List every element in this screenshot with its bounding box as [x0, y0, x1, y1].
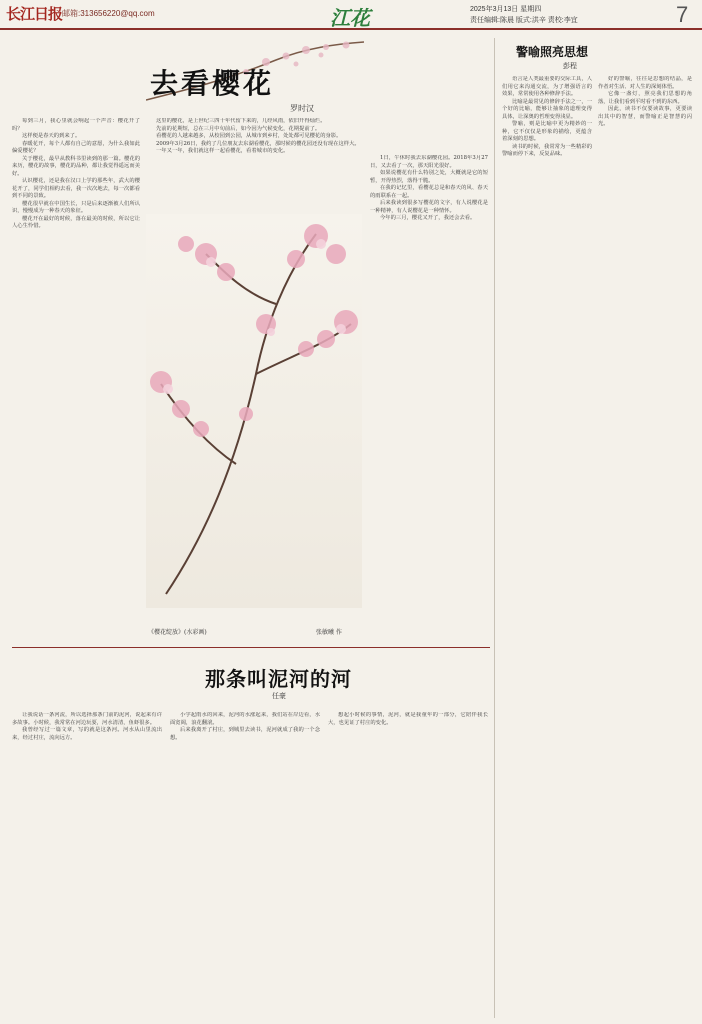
paragraph: 它像一盏灯，照亮我们思想的角落，让我们看到平时看不到的东西。: [598, 91, 692, 105]
masthead: 长江日报: [6, 5, 63, 23]
paragraph: 认识樱花，还是我在汉口上学的那些年，武大的樱花开了，同学们相约去看，我一次次地去，每一次都看到不同的景致。: [12, 178, 140, 199]
article-column-2: [146, 118, 362, 210]
cherry-blossom-painting-icon: [146, 214, 362, 608]
paragraph: 语言是人类最重要的交际工具，人们用它来沟通交流，为了增强语言的效果，常常使用各种修辞手法。: [502, 76, 592, 97]
paragraph: 这样便是春天的到来了。: [22, 133, 81, 139]
section-divider: [12, 647, 490, 648]
article-column-3: [328, 712, 488, 1018]
article-title: 那条叫泥河的河: [205, 667, 352, 691]
painting-caption: 《樱花绽放》(水彩画): [148, 629, 207, 636]
paragraph: 看樱花的人越来越多，从校园到公园，从城市到乡村，处处都可见樱花的身影。: [156, 133, 342, 139]
paragraph: 我曾经写过一篇文章，写的就是这条河。河水从山里流出来，经过村庄，流向远方。: [12, 727, 162, 741]
article-byline: 任豪: [272, 692, 286, 700]
paragraph: 后来我读到很多写樱花的文字，有人说樱花是一种精神，有人说樱花是一种情怀。: [370, 200, 488, 214]
issue-date: 2025年3月13日 星期四: [470, 6, 542, 13]
paragraph: 在我的记忆里，看樱花总是和春天的风、春天的雨联系在一起。: [370, 185, 488, 199]
article-title: 警喻照亮思想: [516, 45, 589, 59]
paragraph: 樱花很早就在中国生长，只是后来逐渐被人们所认识，慢慢成为一种春天的象征。: [12, 200, 140, 214]
article-column-1: [12, 712, 162, 1018]
paragraph: 比喻是最常见的修辞手法之一，一个好的比喻，能够让抽象的道理变得具体，让深奥的哲理变得浅显。: [502, 98, 592, 120]
paragraph: 1日，午休时我去东湖樱花园。2018年3月27日，又去看了一次，那天阳光很好。: [370, 155, 488, 169]
paragraph: 春暖花开，每个人都有自己的意愿，为什么我如此偏爱樱花？: [12, 140, 140, 154]
paragraph: 这里的樱花，是上世纪三四十年代留下来的，几经风雨，依旧开得灿烂。: [156, 118, 326, 124]
painter-credit: 张敏曦 作: [316, 629, 342, 636]
watercolor-painting: [146, 214, 362, 608]
paragraph: 小学起雨水的回来，泥河的水涨起来，我们站在岸边看，水面宽阔，浪花翻滚。: [170, 712, 320, 726]
paragraph: 樱花开在最好的时候，落在最美的时候，所以它让人心生怜惜。: [12, 215, 140, 229]
paragraph: 读书的时候，我常常为一些精彩的警喻而停下来，反复品味。: [502, 143, 592, 157]
paragraph: 如果说樱花有什么特别之处，大概就是它的短暂，开得热烈，落得干脆。: [370, 170, 488, 184]
paragraph: 因此，读书不仅要读故事，更要读出其中的智慧，而警喻正是智慧的闪光。: [598, 106, 692, 127]
article-column-1: [12, 118, 140, 640]
article-column-1: [502, 76, 592, 1018]
paragraph: 每到三月，我心里就会响起一个声音：樱花开了吗？: [12, 118, 140, 132]
page-number: 7: [676, 2, 689, 27]
paragraph: 关于樱花，最早从教科书里读到的那一篇。樱花的来历，樱花的故事，樱花的品种，都让我觉得遥远而美好。: [12, 155, 140, 177]
article-byline: 罗时汉: [290, 104, 314, 113]
article-column-2: [170, 712, 320, 1018]
article-byline: 彭程: [563, 62, 577, 70]
paragraph: 2009年3月26日，我约了几位朋友去东湖看樱花，那时候的樱花园还没有现在这样大。: [156, 140, 360, 147]
paragraph: 今年的三月，樱花又开了，我还会去看。: [380, 215, 476, 221]
section-name: 江花: [330, 6, 370, 30]
editor-credits: 责任编辑:陈晨 版式:洪辛 责校:李宜: [470, 17, 578, 24]
page-header: [0, 0, 702, 30]
article-column-2: [598, 76, 692, 1018]
paragraph: 想起小时候的事情，泥河，就是我童年的一部分，它陪伴我长大，也见证了村庄的变化。: [328, 712, 488, 726]
paragraph: 先前的花期短，总在三月中旬前后，如今因为气候变化，花期提前了。: [156, 125, 321, 132]
paragraph: 让我说话一条河流，所以选择那条门前的泥河，说起来有许多故事。小时候，我常常在河边玩耍，河水清清，鱼虾很多。: [12, 712, 162, 726]
article-column-3: [370, 155, 488, 641]
paragraph: 后来我离开了村庄，到城里去读书，泥河就成了我的一个念想。: [170, 727, 320, 741]
paragraph: 一年又一年，我们就这样一起看樱花，看着城市的变化。: [156, 148, 289, 154]
email-address: 邮箱:313656220@qq.com: [62, 9, 155, 18]
paragraph: 好的警喻，往往是思想的结晶，是作者对生活、对人生的深刻体悟。: [598, 76, 692, 90]
paragraph: 警喻，则是比喻中更为精妙的一种，它不仅仅是形象的描绘，更蕴含着深刻的思想。: [502, 121, 592, 142]
article-title: 去看樱花: [150, 67, 275, 100]
column-rule: [494, 38, 495, 1018]
